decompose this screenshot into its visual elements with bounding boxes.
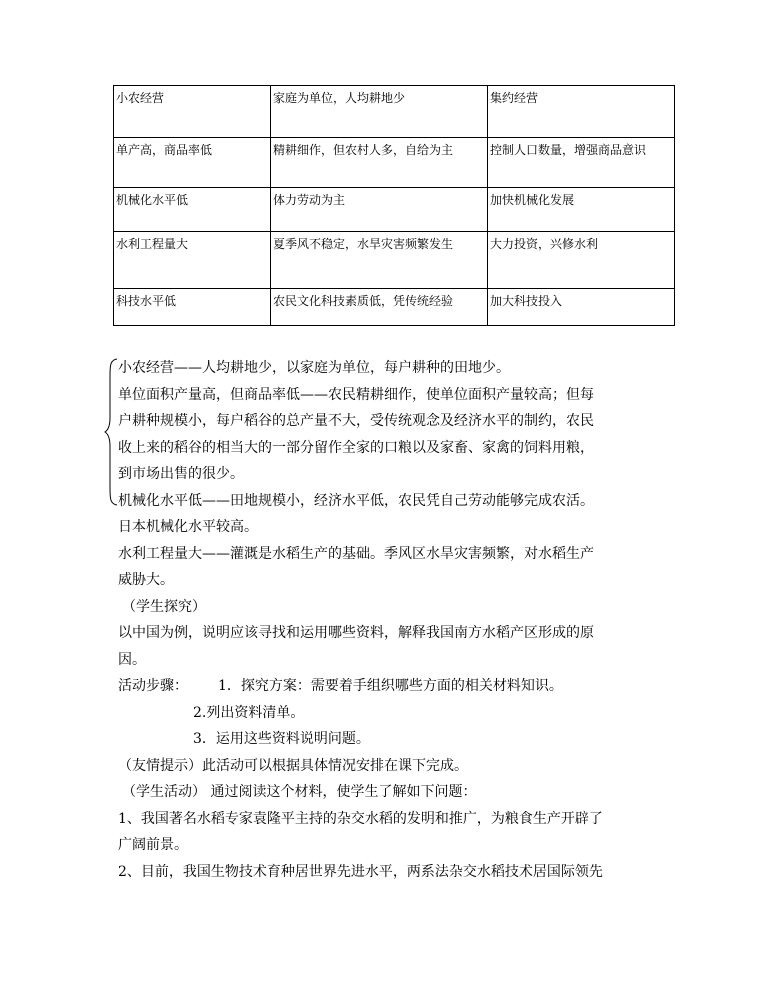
table-cell: 水利工程量大 — [114, 232, 271, 289]
paragraph-line: 收上来的稻谷的相当大的一部分留作全家的口粮以及家畜、家禽的饲料用粮， — [118, 439, 594, 456]
step-item: 2.列出资料清单。 — [193, 704, 305, 721]
table-cell: 小农经营 — [114, 86, 271, 138]
section-heading: （学生活动） 通过阅读这个材料，使学生了解如下问题： — [122, 784, 477, 800]
comparison-table — [113, 85, 675, 326]
table-cell: 农民文化科技素质低，凭传统经验 — [271, 289, 488, 326]
step-item: 3．运用这些资料说明问题。 — [193, 731, 370, 747]
table-cell: 集约经营 — [488, 86, 675, 138]
tip-line: （友情提示）此活动可以根据具体情况安排在课下完成。 — [118, 757, 468, 774]
paragraph-line: 单位面积产量高，但商品率低——农民精耕细作，使单位面积产量较高；但每 — [118, 386, 594, 403]
table-cell: 控制人口数量，增强商品意识 — [488, 138, 675, 188]
paragraph-line: 日本机械化水平较高。 — [118, 519, 258, 535]
table-cell: 加大科技投入 — [488, 289, 675, 326]
paragraph-line: 小农经营——人均耕地少，以家庭为单位，每户耕种的田地少。 — [118, 360, 510, 376]
paragraph-line: 机械化水平低——田地规模小，经济水平低，农民凭自己劳动能够完成农活。 — [118, 492, 594, 509]
table-cell: 机械化水平低 — [114, 188, 271, 232]
table-row — [114, 188, 675, 232]
table-cell: 单产高，商品率低 — [114, 138, 271, 188]
paragraph-line: 以中国为例，说明应该寻找和运用哪些资料，解释我国南方水稻产区形成的原 — [118, 625, 594, 641]
activity-steps-label: 活动步骤： — [118, 678, 188, 694]
table-cell: 大力投资，兴修水利 — [488, 232, 675, 289]
table-cell: 家庭为单位，人均耕地少 — [271, 86, 488, 138]
table-cell: 精耕细作，但农村人多，自给为主 — [271, 138, 488, 188]
table-cell: 加快机械化发展 — [488, 188, 675, 232]
table-cell: 体力劳动为主 — [271, 188, 488, 232]
table-cell: 科技水平低 — [114, 289, 271, 326]
paragraph-line: 户耕种规模小，每户稻谷的总产量不大，受传统观念及经济水平的制约，农民 — [118, 413, 594, 429]
table-row — [114, 86, 675, 138]
paragraph-line: 2、目前，我国生物技术育种居世界先进水平，两系法杂交水稻技术居国际领先 — [118, 863, 603, 880]
left-brace-icon — [104, 358, 118, 506]
paragraph-line: 广阔前景。 — [118, 837, 188, 853]
paragraph-line: 因。 — [118, 651, 146, 668]
body-text — [118, 355, 678, 885]
step-item: 1．探究方案：需要着手组织哪些方面的相关材料知识。 — [218, 678, 563, 694]
table-row — [114, 232, 675, 289]
table-cell: 夏季风不稳定，水旱灾害频繁发生 — [271, 232, 488, 289]
paragraph-line: 1、我国著名水稻专家袁隆平主持的杂交水稻的发明和推广，为粮食生产开辟了 — [118, 810, 603, 827]
activity-steps-line — [118, 673, 678, 700]
table-row — [114, 289, 675, 326]
section-heading: （学生探究） — [122, 598, 206, 615]
paragraph-line: 威胁大。 — [118, 572, 174, 588]
table-row — [114, 138, 675, 188]
paragraph-line: 水利工程量大——灌溉是水稻生产的基础。季风区水旱灾害频繁，对水稻生产 — [118, 545, 594, 562]
paragraph-line: 到市场出售的很少。 — [118, 466, 244, 482]
